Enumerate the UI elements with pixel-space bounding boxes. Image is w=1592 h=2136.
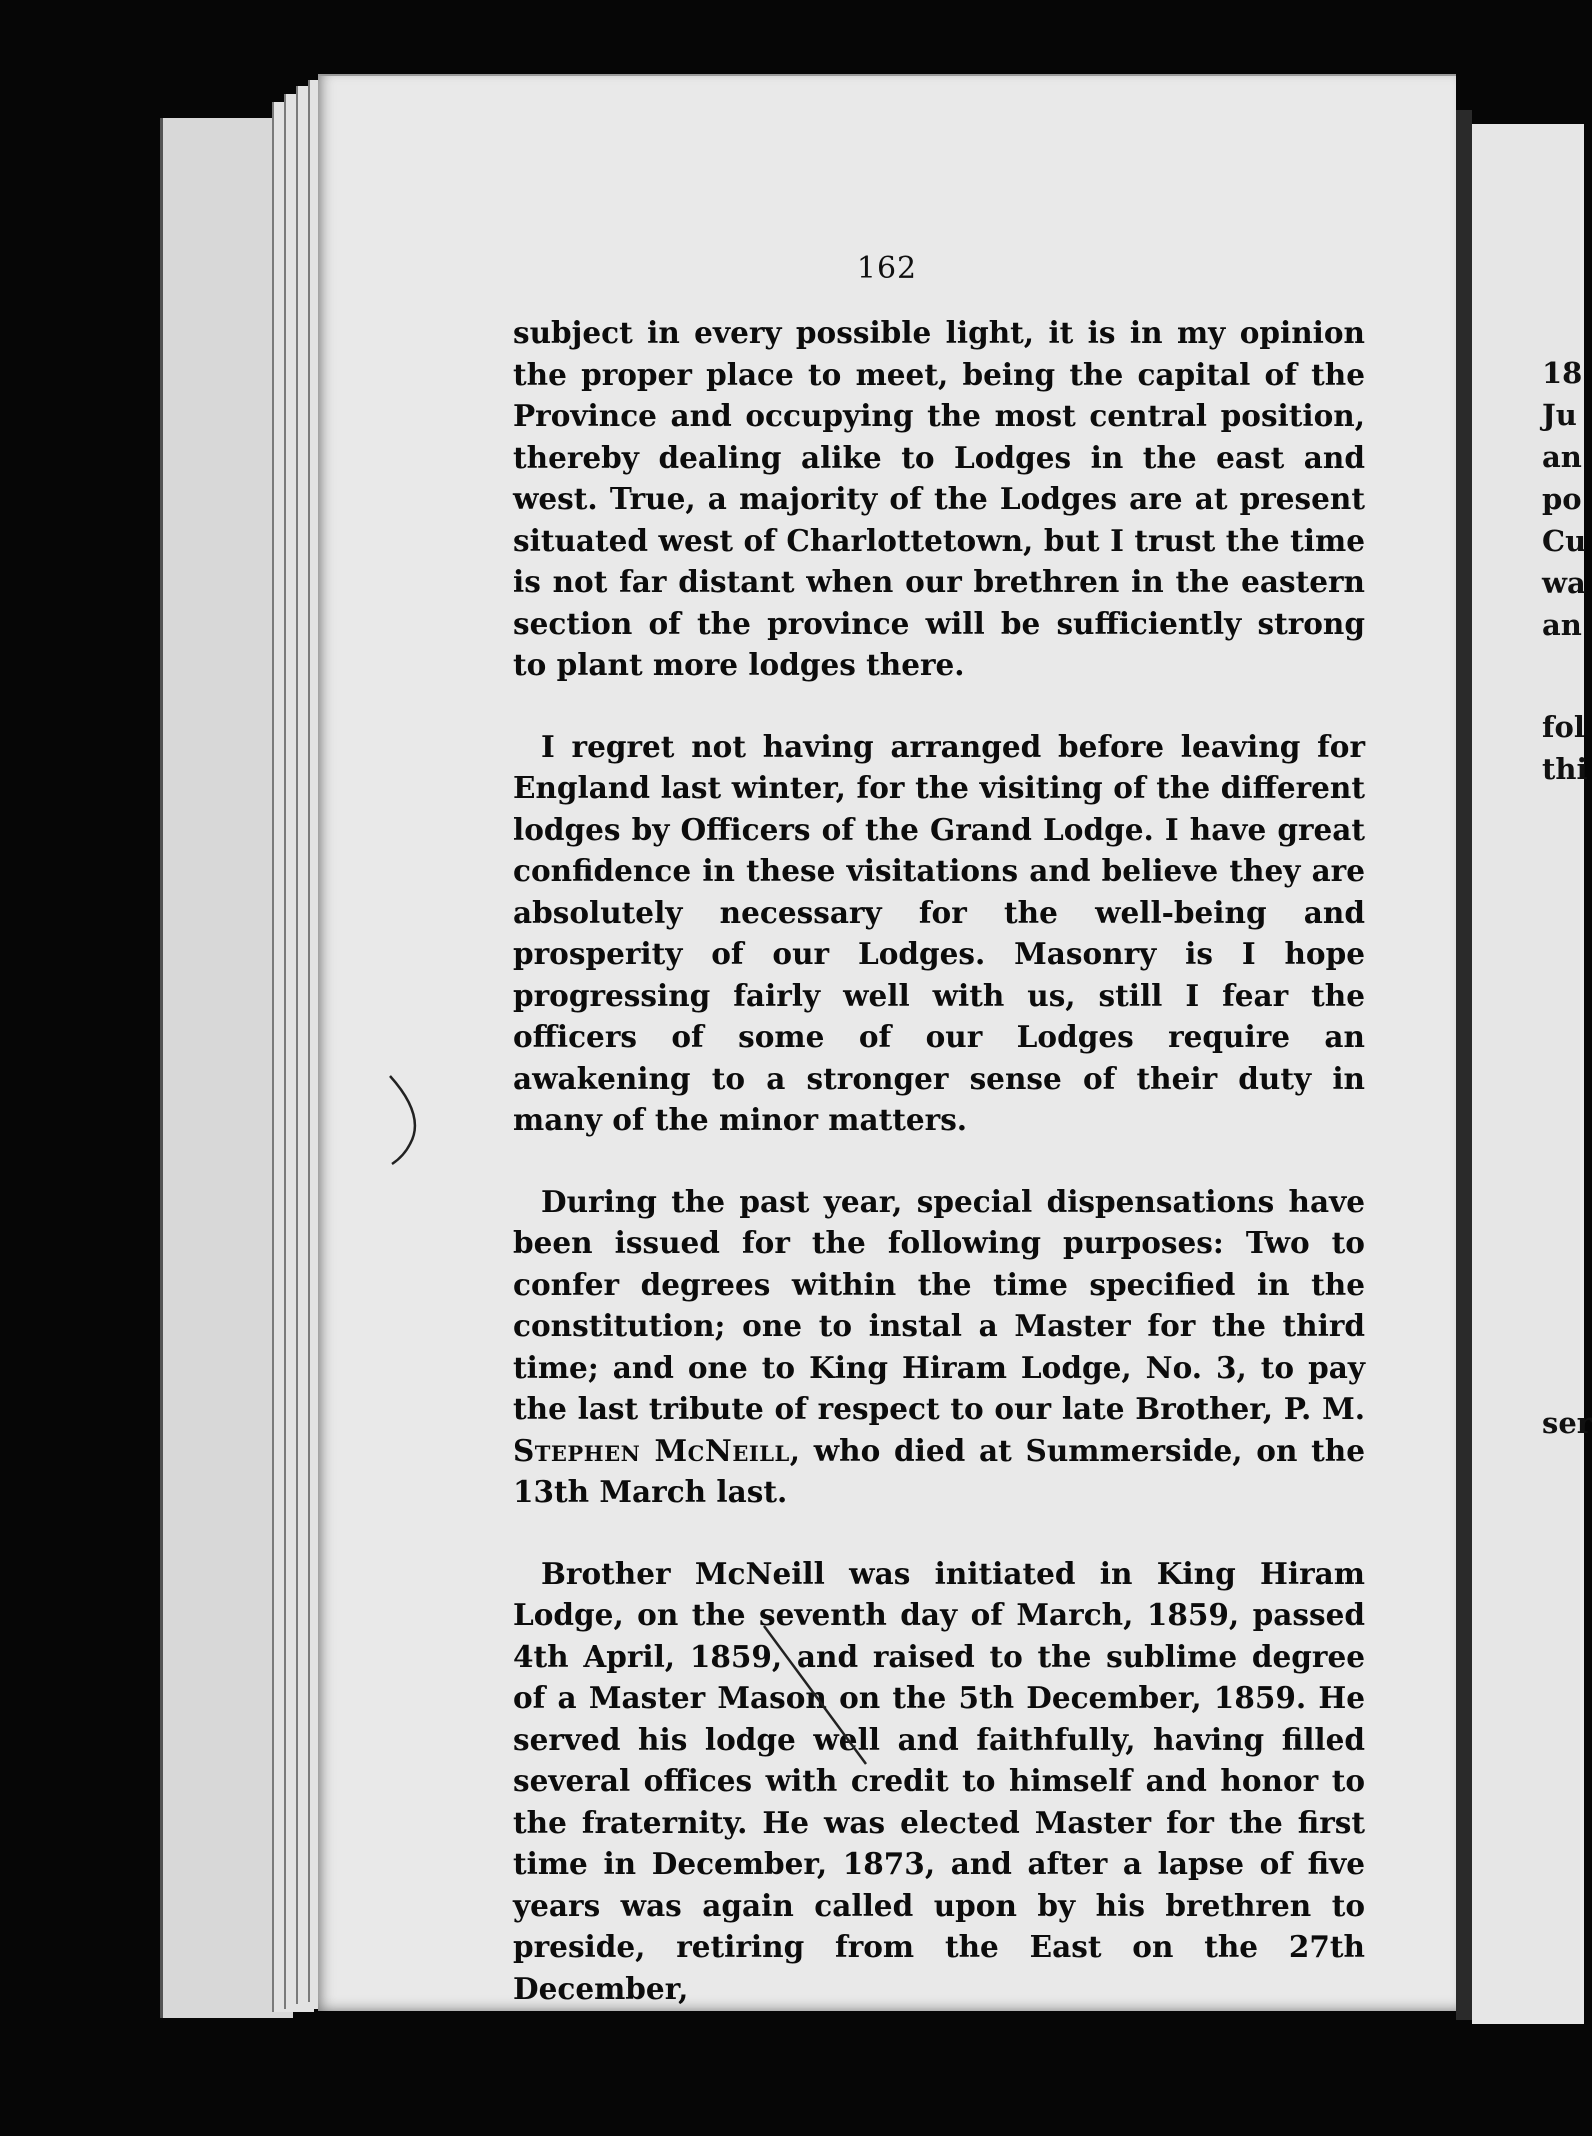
adjacent-text: 18	[1542, 356, 1583, 390]
paragraph: I regret not having arranged before leaving for England last winter, for the visiting of the different lodges by Officers of the Grand Lodge. I have great confidence in these visitations and believe they are absolutely necessary for the well-being and prosperity of our Lodges. Masonry is I hope progressing fairly well with us, still I fear the officers of some of our Lodges require an awakening to a stronger sense of their duty in many of the minor matters.	[513, 728, 1365, 1137]
adjacent-text: po	[1542, 482, 1582, 516]
paragraph: Brother McNeill was initiated in King Hiram Lodge, on the seventh day of March, 1859, passed 4th April, 1859, and raised to the sublime degree of a Master Mason on the 5th December, 1859. He served his lodge well and faithfully, having filled several offices with credit to himself and honor to the fraternity. He was elected Master for the first time in December, 1873, and after a lapse of five years was again called upon by his brethren to preside, retiring from the East on the 27th December,	[513, 1555, 1365, 2006]
adjacent-text: wa	[1542, 566, 1586, 600]
adjacent-text: ser	[1542, 1406, 1592, 1440]
pen-mark	[764, 1626, 866, 1764]
pen-mark	[390, 1076, 415, 1164]
adjacent-page	[1472, 124, 1592, 2024]
paragraph: subject in every possible light, it is in my opinion the proper place to meet, being the capital of the Province and occupying the most central position, thereby dealing alike to Lodges in the east and west. True, a majority of the Lodges are at present situated west of Charlottetown, but I trust the time is not far distant when our brethren in the eastern section of the province will be sufficiently strong to plant more lodges there.	[513, 315, 1365, 682]
adjacent-text: an	[1542, 608, 1582, 642]
book-page	[318, 74, 1456, 2011]
pen-marks	[318, 76, 1456, 2011]
adjacent-text: an	[1542, 440, 1582, 474]
adjacent-text: Cu	[1542, 524, 1587, 558]
person-name: Stephen McNeill	[513, 1432, 790, 1468]
book-gutter	[1456, 110, 1472, 2020]
page-number: 162	[856, 251, 918, 286]
paragraph-text: During the past year, special dispensations have been issued for the following purposes: Two to confer degrees within the time specified in the constitution; one to instal a Master for the third time; and one to King Hiram Lodge, No. 3, to pay the last tribute of respect to our late Brother, P. M.	[513, 1183, 1365, 1426]
adjacent-text: thi	[1542, 752, 1588, 786]
adjacent-text: fol	[1542, 710, 1585, 744]
adjacent-text: Ju	[1542, 398, 1577, 432]
paragraph-text: , who died at Summerside, on the 13th March last.	[513, 1432, 1365, 1509]
